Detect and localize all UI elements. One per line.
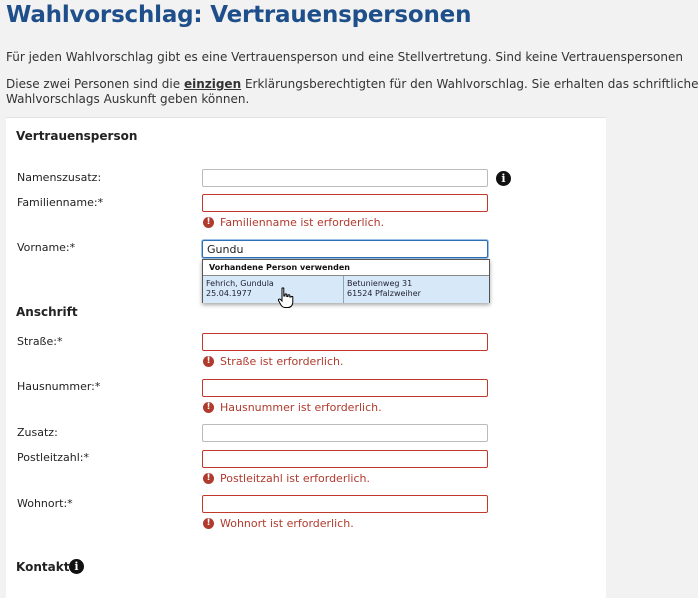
postleitzahl-error <box>203 472 370 485</box>
error-icon: ! <box>203 473 214 484</box>
strasse-label: Straße:* <box>17 335 63 348</box>
strasse-input[interactable] <box>202 333 488 351</box>
suggestion-name-cell <box>203 276 344 303</box>
suggestion-row[interactable] <box>203 276 489 303</box>
familienname-error-text: Familienname ist erforderlich. <box>220 216 385 229</box>
vorname-label: Vorname:* <box>17 241 76 254</box>
dropdown-header: Vorhandene Person verwenden <box>203 260 489 276</box>
error-icon: ! <box>203 518 214 529</box>
vorname-input[interactable] <box>202 240 488 258</box>
suggestion-street: Betunienweg 31 <box>347 279 413 288</box>
hausnummer-label: Hausnummer:* <box>17 380 101 393</box>
hausnummer-error-text: Hausnummer ist erforderlich. <box>220 401 382 414</box>
wohnort-error-text: Wohnort ist erforderlich. <box>220 517 354 530</box>
intro-text-1: Für jeden Wahlvorschlag gibt es eine Vertrauensperson und eine Stellvertretung. Sind keine Vertrauenspersonen <box>6 50 683 64</box>
intro-emphasis: einzigen <box>183 77 242 91</box>
page-title: Wahlvorschlag: Vertrauenspersonen <box>6 2 472 28</box>
hand-pointer-icon <box>277 287 295 309</box>
section-title-vertrauensperson: Vertrauensperson <box>16 129 138 143</box>
intro-text-2-pre: Diese zwei Personen sind die <box>6 77 184 91</box>
zusatz-input[interactable] <box>202 424 488 442</box>
postleitzahl-input[interactable] <box>202 450 488 468</box>
section-title-anschrift: Anschrift <box>16 305 78 319</box>
suggestion-city: 61524 Pfalzweiher <box>347 289 421 298</box>
suggestion-address-cell <box>344 276 424 303</box>
person-suggestion-dropdown <box>202 259 490 303</box>
error-icon: ! <box>203 356 214 367</box>
wohnort-error <box>203 517 354 530</box>
strasse-error-text: Straße ist erforderlich. <box>220 355 344 368</box>
namenszusatz-label: Namenszusatz: <box>17 171 102 184</box>
intro-text-3: Wahlvorschlags Auskunft geben können. <box>6 92 250 106</box>
error-icon: ! <box>203 217 214 228</box>
error-icon: ! <box>203 402 214 413</box>
wohnort-input[interactable] <box>202 495 488 513</box>
familienname-label: Familienname:* <box>17 196 104 209</box>
suggestion-date: 25.04.1977 <box>206 289 252 298</box>
strasse-error <box>203 355 343 368</box>
info-icon[interactable]: i <box>69 559 84 574</box>
hausnummer-error <box>203 401 382 414</box>
suggestion-name: Fehrich, Gundula <box>206 279 274 288</box>
familienname-error <box>203 216 384 229</box>
postleitzahl-error-text: Postleitzahl ist erforderlich. <box>220 472 370 485</box>
wohnort-label: Wohnort:* <box>17 497 73 510</box>
section-title-kontakt: Kontakt <box>16 560 70 574</box>
hausnummer-input[interactable] <box>202 379 488 397</box>
postleitzahl-label: Postleitzahl:* <box>17 451 89 464</box>
namenszusatz-input[interactable] <box>202 169 488 187</box>
familienname-input[interactable] <box>202 194 488 212</box>
intro-text-2-post: Erklärungsberechtigten für den Wahlvorschlag. Sie erhalten das schriftliche <box>241 77 698 91</box>
info-icon[interactable]: i <box>496 171 511 186</box>
zusatz-label: Zusatz: <box>17 426 58 439</box>
intro-text-2 <box>6 77 698 91</box>
